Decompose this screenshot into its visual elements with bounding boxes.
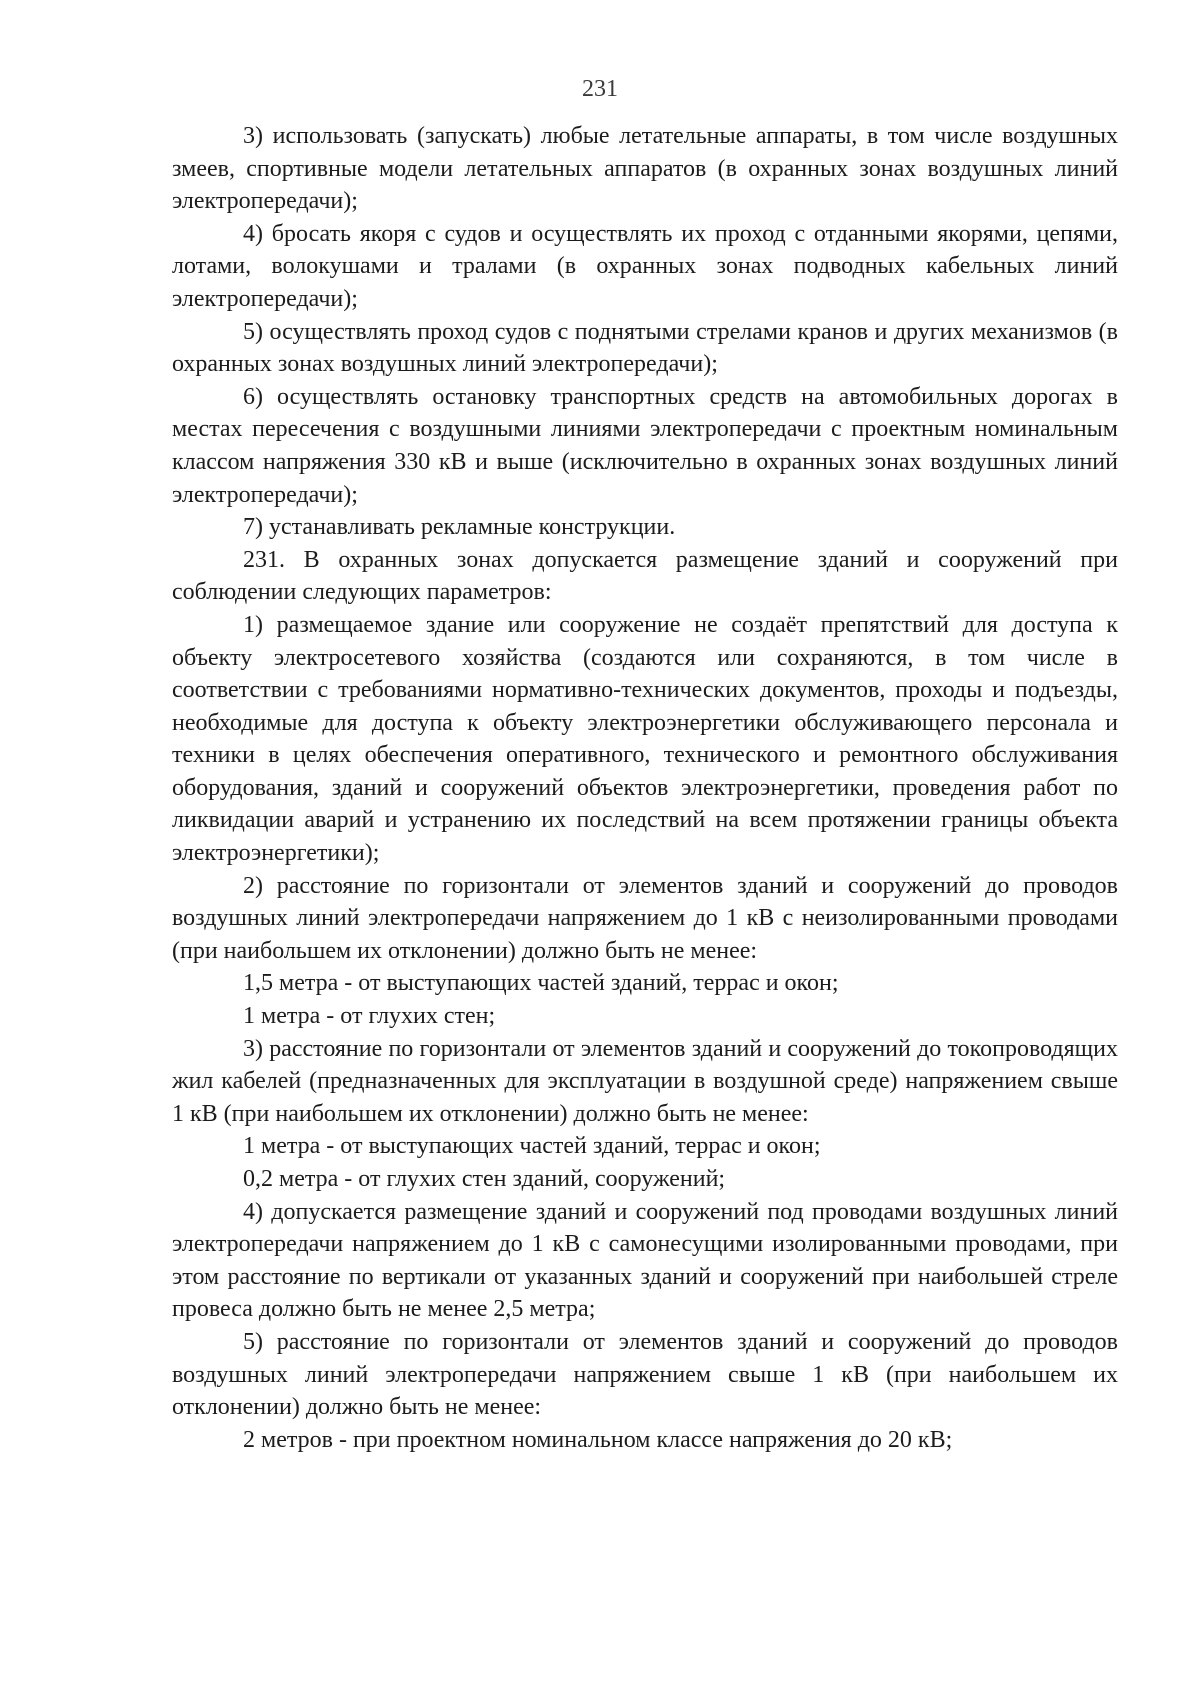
paragraph-subitem-4: 4) допускается размещение зданий и сооружений под проводами воздушных линий электропередачи напряжением до 1 кВ с самонесущими изолированными проводами, при этом расстояние по вертикали от указанных зданий и сооружений при наибольшей стреле провеса должно быть не менее 2,5 метра; <box>172 1198 1118 1323</box>
paragraph-item-5: 5) осуществлять проход судов с поднятыми стрелами кранов и других механизмов (в охранных зонах воздушных линий электропередачи); <box>172 318 1118 378</box>
paragraph-subitem-3: 3) расстояние по горизонтали от элементов зданий и сооружений до токопроводящих жил кабелей (предназначенных для эксплуатации в воздушной среде) напряжением свыше 1 кВ (при наибольшем их отклонении) должно быть не менее: <box>172 1035 1118 1127</box>
document-body <box>172 120 1118 1456</box>
paragraph-subitem-5: 5) расстояние по горизонтали от элементов зданий и сооружений до проводов воздушных линий электропередачи напряжением свыше 1 кВ (при наибольшем их отклонении) должно быть не менее: <box>172 1328 1118 1421</box>
paragraph-subitem-2: 2) расстояние по горизонтали от элементов зданий и сооружений до проводов воздушных линий электропередачи напряжением до 1 кВ с неизолированными проводами (при наибольшем их отклонении) должно быть не менее: <box>172 872 1118 964</box>
page-number: 231 <box>582 76 618 102</box>
paragraph-item-4: 4) бросать якоря с судов и осуществлять их проход с отданными якорями, цепями, лотами, волокушами и тралами (в охранных зонах подводных кабельных линий электропередачи); <box>172 220 1118 312</box>
paragraph-distance-1m-windows: 1 метра - от выступающих частей зданий, террас и окон; <box>243 1133 821 1160</box>
paragraph-clause-231: 231. В охранных зонах допускается размещение зданий и сооружений при соблюдении следующих параметров: <box>172 546 1118 606</box>
paragraph-item-3: 3) использовать (запускать) любые летательные аппараты, в том числе воздушных змеев, спортивные модели летательных аппаратов (в охранных зонах воздушных линий электропередачи); <box>172 123 1118 215</box>
paragraph-distance-0-2m: 0,2 метра - от глухих стен зданий, сооружений; <box>243 1166 726 1192</box>
paragraph-distance-1m: 1 метра - от глухих стен; <box>243 1003 496 1030</box>
paragraph-subitem-1: 1) размещаемое здание или сооружение не создаёт препятствий для доступа к объекту электросетевого хозяйства (создаются или сохраняются, в том числе в соответствии с требованиями нормативно-технических документов, проходы и подъезды, необходимые для доступа к объекту электроэнергетики обслуживающего персонала и техники в целях обеспечения оперативного, технического и ремонтного обслуживания оборудования, зданий и сооружений объектов электроэнергетики, проведения работ по ликвидации аварий и устранению их последствий на всем протяжении границы объекта электроэнергетики); <box>172 611 1118 867</box>
paragraph-item-7: 7) устанавливать рекламные конструкции. <box>243 514 676 541</box>
paragraph-item-6: 6) осуществлять остановку транспортных средств на автомобильных дорогах в местах пересечения с воздушными линиями электропередачи с проектным номинальным классом напряжения 330 кВ и выше (исключительно в охранных зонах воздушных линий электропередачи); <box>172 383 1118 508</box>
paragraph-distance-1-5m: 1,5 метра - от выступающих частей зданий, террас и окон; <box>243 970 839 997</box>
paragraph-distance-2m: 2 метров - при проектном номинальном классе напряжения до 20 кВ; <box>243 1426 953 1453</box>
